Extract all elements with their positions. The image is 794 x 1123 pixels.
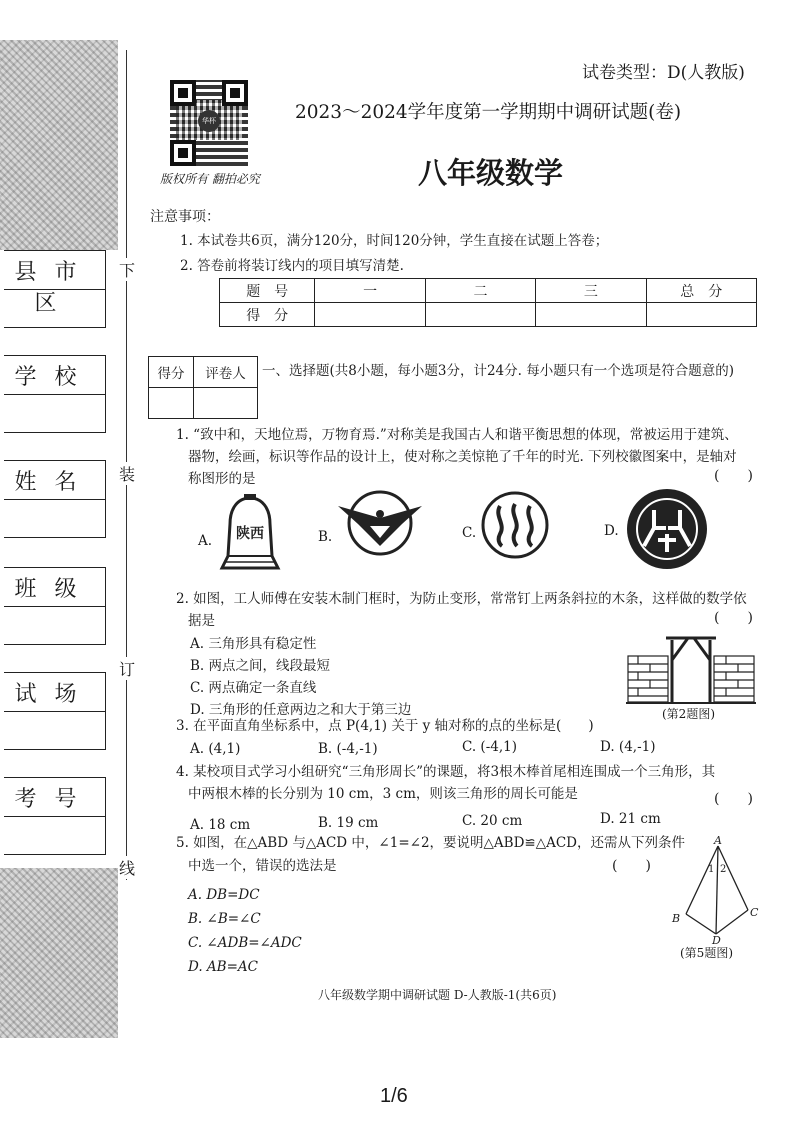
q1-option-b[interactable]: B. [318,529,333,545]
emblem-c-waves-icon [480,490,550,560]
score-input-cell[interactable] [315,303,425,327]
score-table-cell: 三 [536,279,646,303]
q5-label-b: B [672,912,681,925]
q1-answer-paren[interactable]: ( ) [714,468,753,484]
qr-finder [170,80,196,106]
binding-mark-xia: 下 [118,258,136,281]
paper-type: 试卷类型：D(人教版) [582,63,745,83]
q3-option-b[interactable]: B. (-4,-1) [318,741,378,757]
score-table-cell: 二 [425,279,535,303]
exam-title: 2023～2024学年度第一学期期中调研试题(卷) [295,102,682,123]
side-field-exam-room[interactable] [4,672,106,750]
q5-label-one: 1 [708,864,715,875]
side-field-school[interactable] [4,355,106,433]
q2-option-c[interactable]: C. 两点确定一条直线 [190,680,317,696]
q5-kite-figure [668,834,764,946]
q2-answer-paren[interactable]: ( ) [714,610,753,626]
score-input-cell[interactable] [536,303,646,327]
q5-line: 中选一个，错误的选法是 [188,858,337,874]
score-table-cell: 一 [315,279,425,303]
q2-option-d[interactable]: D. 三角形的任意两边之和大于第三边 [190,702,412,718]
q1-option-c[interactable]: C. [462,525,477,541]
side-field-label: 班级 [14,577,95,602]
side-field-label: 学校 [14,365,95,390]
underline [4,394,105,395]
q5-line: 5. 如图，在△ABD 与△ACD 中，∠1=∠2，要说明△ABD≌△ACD，还需从下列条件 [176,835,685,851]
grader-score-cell[interactable] [149,388,194,419]
q5-answer-paren[interactable]: ( ) [612,858,651,874]
underline [4,816,105,817]
q5-label-a: A [714,834,722,847]
q4-option-a[interactable]: A. 18 cm [190,817,251,833]
underline [4,289,105,290]
emblem-b-bird-icon [334,490,426,556]
q1-option-a[interactable]: A. [198,533,213,549]
q3-option-d[interactable]: D. (4,-1) [600,739,656,755]
q3-option-a[interactable]: A. (4,1) [190,741,241,757]
side-field-county[interactable] [4,250,106,328]
score-table-cell: 总 分 [646,279,756,303]
section-title: 一、选择题(共8小题，每小题3分，计24分. 每小题只有一个选项是符合题意的) [262,363,734,379]
side-field-name[interactable] [4,460,106,538]
qr-finder [170,140,196,166]
emblem-a-text: 陕西 [236,526,264,542]
q4-line: 4. 某校项目式学习小组研究“三角形周长”的课题，将3根木棒首尾相连围成一个三角形，其 [176,764,716,780]
underline [4,711,105,712]
qr-finder [222,80,248,106]
score-table-header-row [220,279,757,303]
emblem-a-bell-icon [218,494,282,576]
grader-table [148,356,258,419]
q5-option-b[interactable]: B. ∠B=∠C [188,911,261,927]
score-input-cell[interactable] [425,303,535,327]
score-table-cell: 得 分 [220,303,315,327]
side-field-exam-number[interactable] [4,777,106,855]
score-table-cell: 题 号 [220,279,315,303]
grader-score-label: 得分 [149,357,194,388]
q2-option-a[interactable]: A. 三角形具有稳定性 [190,636,317,652]
q5-option-a[interactable]: A. DB=DC [188,887,260,903]
q2-door-frame-figure [626,626,756,706]
notice-item: 1. 本试卷共6页，满分120分，时间120分钟，学生直接在试题上答卷； [180,233,609,249]
scan-edge-bottom [0,868,118,1038]
q5-label-d: D [712,934,721,947]
side-field-label: 姓名 [14,470,95,495]
scan-edge-top [0,40,118,250]
binding-mark-xian: 线 [118,856,136,879]
q3-stem: 3. 在平面直角坐标系中，点 P(4,1) 关于 y 轴对称的点的坐标是( ) [176,718,594,734]
q1-option-d[interactable]: D. [604,523,619,539]
q2-figure-caption: (第2题图) [662,707,715,721]
score-input-cell[interactable] [646,303,756,327]
qr-caption: 版权所有 翻拍必究 [160,172,260,186]
notice-heading: 注意事项： [150,209,220,225]
grader-name-label: 评卷人 [194,357,258,388]
underline [4,606,105,607]
underline [4,499,105,500]
binding-mark-zhuang: 装 [118,462,136,485]
q1-line: 称图形的是 [188,471,256,487]
q2-option-b[interactable]: B. 两点之间，线段最短 [190,658,331,674]
qr-logo: 华杯 [198,110,220,132]
q2-line: 2. 如图，工人师傅在安装木制门框时，为防止变形，常常钉上两条斜拉的木条，这样做的数学依 [176,591,747,607]
q5-option-d[interactable]: D. AB=AC [188,959,258,975]
q5-label-two: 2 [720,864,727,875]
side-field-label: 考号 [14,787,95,812]
score-table-score-row [220,303,757,327]
emblem-d-seal-icon [626,488,708,570]
q4-line: 中两根木棒的长分别为 10 cm，3 cm，则该三角形的周长可能是 [188,786,578,802]
q5-figure-caption: (第5题图) [680,946,733,960]
q5-option-c[interactable]: C. ∠ADB=∠ADC [188,935,302,951]
side-field-class[interactable] [4,567,106,645]
side-field-label: 试场 [14,682,95,707]
q3-option-c[interactable]: C. (-4,1) [462,739,517,755]
q1-line: 1. “致中和，天地位焉，万物育焉.”对称美是我国古人和谐平衡思想的体现，常被运用于建筑、 [176,427,738,443]
q5-label-c: C [750,906,759,919]
q4-answer-paren[interactable]: ( ) [714,791,753,807]
page-info: 八年级数学期中调研试题 D-人教版-1(共6页) [318,988,557,1002]
q2-line: 据是 [188,613,215,629]
score-table [219,278,757,327]
q4-option-d[interactable]: D. 21 cm [600,811,661,827]
subject-title: 八年级数学 [418,156,564,190]
q1-line: 器物，绘画，标识等作品的设计上，使对称之美惊艳了千年的时光. 下列校徽图案中，是轴对 [188,449,737,465]
binding-mark-ding: 订 [118,657,136,680]
side-field-label: 县市区 [14,260,95,316]
notice-item: 2. 答卷前将装订线内的项目填写清楚. [180,258,404,274]
q4-option-b[interactable]: B. 19 cm [318,815,379,831]
grader-name-cell[interactable] [194,388,258,419]
page-counter: 1/6 [380,1085,408,1107]
q4-option-c[interactable]: C. 20 cm [462,813,523,829]
